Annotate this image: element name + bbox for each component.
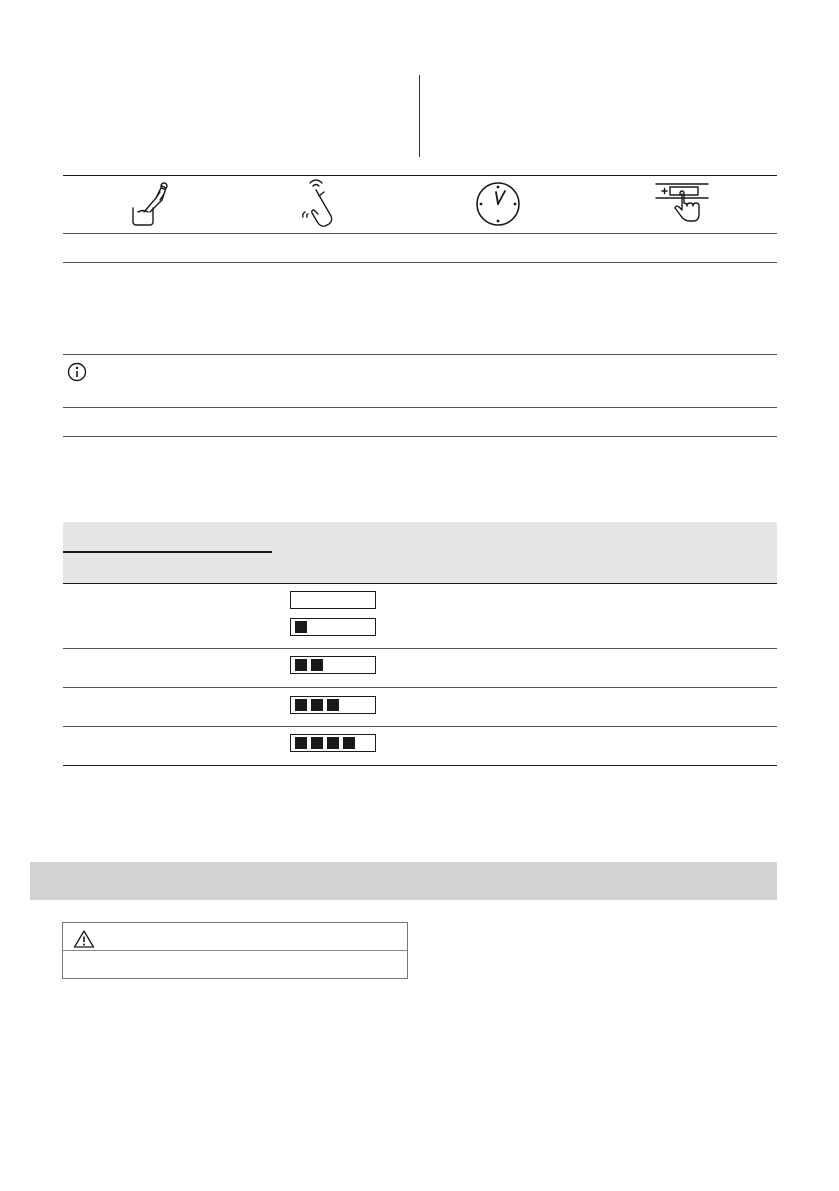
table-rule <box>63 407 777 408</box>
indicator-square <box>295 699 307 711</box>
hand-wash-detergent-icon <box>120 178 180 230</box>
level-indicator-0 <box>290 591 376 609</box>
table-rule <box>63 583 777 584</box>
header-underline <box>63 551 272 553</box>
clock-icon <box>468 178 528 230</box>
level-indicator-1 <box>290 618 376 636</box>
section-heading-bar <box>30 862 777 900</box>
indicator-square <box>311 737 323 749</box>
table-row-rule <box>63 687 777 688</box>
warning-triangle-icon <box>73 929 95 949</box>
table-row-rule <box>63 726 777 727</box>
info-icon <box>67 362 87 382</box>
table-top-rule <box>63 175 777 176</box>
table-rule <box>63 262 777 263</box>
indicator-square <box>295 621 307 633</box>
press-button-icon <box>652 178 712 230</box>
indicator-square <box>311 699 323 711</box>
table-rule <box>63 354 777 355</box>
level-indicator-2 <box>290 656 376 674</box>
level-indicator-3 <box>290 696 376 714</box>
table-rule <box>63 233 777 234</box>
indicator-square <box>311 659 323 671</box>
column-divider <box>419 75 420 157</box>
warning-rule <box>63 950 407 951</box>
table-rule <box>63 436 777 437</box>
table-bottom-rule <box>63 765 777 766</box>
indicator-square <box>327 737 339 749</box>
touch-control-icon <box>293 178 353 230</box>
table-row-rule <box>63 648 777 649</box>
indicator-square <box>327 699 339 711</box>
indicator-square <box>343 737 355 749</box>
warning-box <box>62 922 408 979</box>
indicator-square <box>295 659 307 671</box>
indicator-square <box>295 737 307 749</box>
level-indicator-4 <box>290 734 376 752</box>
